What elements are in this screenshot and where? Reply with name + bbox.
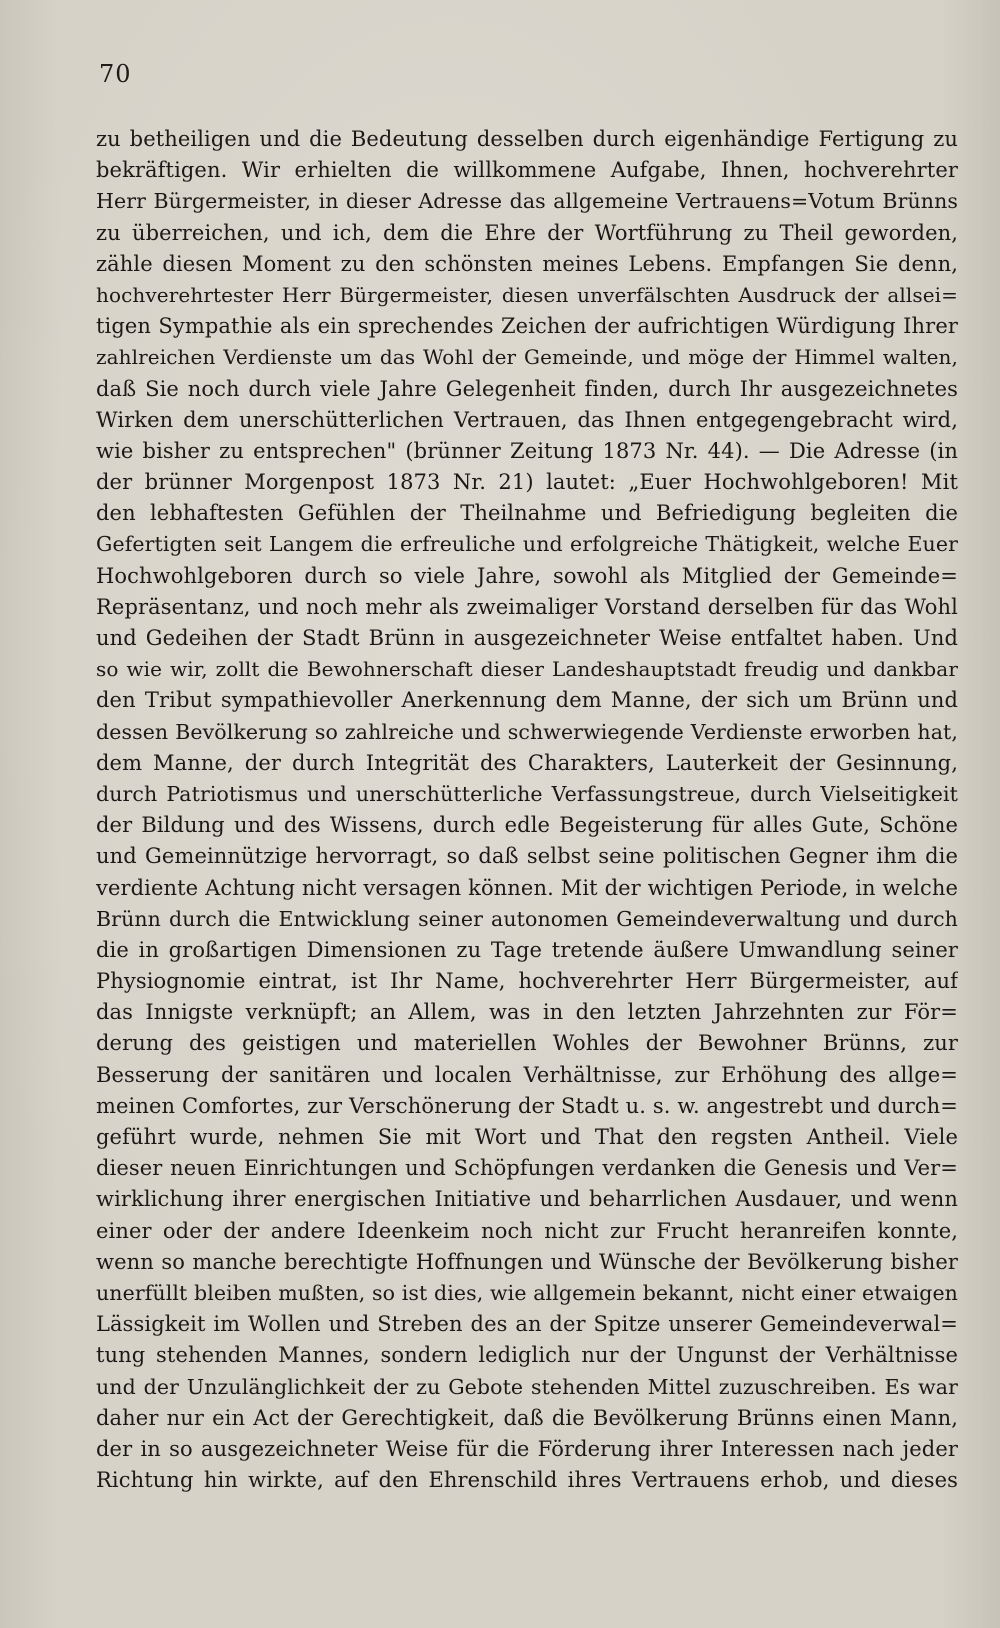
text-line: wie bisher zu entsprechen" (brünner Zeitung 1873 Nr. 44). — Die Adresse (in	[96, 438, 958, 463]
text-line: daß Sie noch durch viele Jahre Gelegenheit finden, durch Ihr ausgezeichnetes	[96, 376, 958, 401]
text-line: Besserung der sanitären und localen Verhältnisse, zur Erhöhung des allge=	[96, 1062, 958, 1087]
text-line: und der Unzulänglichkeit der zu Gebote stehenden Mittel zuzuschreiben. Es war	[96, 1374, 958, 1399]
text-line: und Gedeihen der Stadt Brünn in ausgezeichneter Weise entfaltet haben. Und	[96, 626, 958, 650]
text-line: dessen Bevölkerung so zahlreiche und schwerwiegende Verdienste erworben hat,	[96, 719, 958, 744]
text-line: so wie wir, zollt die Bewohnerschaft dieser Landeshauptstadt freudig und dankbar	[96, 657, 958, 682]
text-line: die in großartigen Dimensionen zu Tage tretende äußere Umwandlung seiner	[96, 937, 958, 962]
text-line: dem Manne, der durch Integrität des Charakters, Lauterkeit der Gesinnung,	[96, 750, 958, 775]
text-line: den lebhaftesten Gefühlen der Theilnahme und Befriedigung begleiten die	[96, 501, 958, 526]
text-line: tigen Sympathie als ein sprechendes Zeichen der aufrichtigen Würdigung Ihrer	[96, 314, 958, 339]
text-line: Hochwohlgeboren durch so viele Jahre, sowohl als Mitglied der Gemeinde=	[96, 563, 958, 588]
text-line: und Gemeinnützige hervorragt, so daß selbst seine politischen Gegner ihm die	[96, 844, 958, 869]
text-line: Richtung hin wirkte, auf den Ehrenschild ihres Vertrauens erhob, und dieses	[96, 1468, 958, 1493]
text-line: einer oder der andere Ideenkeim noch nicht zur Frucht heranreifen konnte,	[96, 1218, 958, 1243]
text-line: unerfüllt bleiben mußten, so ist dies, wie allgemein bekannt, nicht einer etwaigen	[96, 1280, 958, 1305]
text-line: wirklichung ihrer energischen Initiative und beharrlichen Ausdauer, und wenn	[96, 1187, 958, 1212]
text-line: geführt wurde, nehmen Sie mit Wort und That den regsten Antheil. Viele	[96, 1125, 958, 1149]
text-line: dieser neuen Einrichtungen und Schöpfungen verdanken die Genesis und Ver=	[96, 1156, 958, 1181]
text-line: den Tribut sympathievoller Anerkennung dem Manne, der sich um Brünn und	[96, 688, 958, 713]
text-line: Herr Bürgermeister, in dieser Adresse das allgemeine Vertrauens=Votum Brünns	[96, 189, 958, 214]
text-line: zahlreichen Verdienste um das Wohl der Gemeinde, und möge der Himmel walten,	[96, 345, 958, 370]
text-line: der brünner Morgenpost 1873 Nr. 21) lautet: „Euer Hochwohlgeboren! Mit	[96, 470, 958, 495]
text-line: Brünn durch die Entwicklung seiner autonomen Gemeindeverwaltung und durch	[96, 906, 958, 931]
text-line: Lässigkeit im Wollen und Streben des an der Spitze unserer Gemeindeverwal=	[96, 1312, 958, 1337]
text-line: durch Patriotismus und unerschütterliche Verfassungstreue, durch Vielseitigkeit	[96, 781, 958, 806]
text-line: Repräsentanz, und noch mehr als zweimaliger Vorstand derselben für das Wohl	[96, 594, 958, 619]
text-line: zähle diesen Moment zu den schönsten meines Lebens. Empfangen Sie denn,	[96, 251, 958, 276]
page-number: 70	[99, 60, 132, 88]
text-line: Gefertigten seit Langem die erfreuliche und erfolgreiche Thätigkeit, welche Euer	[96, 532, 958, 557]
text-line: verdiente Achtung nicht versagen können. Mit der wichtigen Periode, in welche	[96, 875, 958, 900]
text-line: derung des geistigen und materiellen Wohles der Bewohner Brünns, zur	[96, 1031, 958, 1056]
text-line: meinen Comfortes, zur Verschönerung der Stadt u. s. w. angestrebt und durch=	[96, 1093, 958, 1118]
text-line: daher nur ein Act der Gerechtigkeit, daß die Bevölkerung Brünns einen Mann,	[96, 1405, 958, 1430]
text-line: zu überreichen, und ich, dem die Ehre der Wortführung zu Theil geworden,	[96, 220, 958, 245]
text-line: bekräftigen. Wir erhielten die willkommene Aufgabe, Ihnen, hochverehrter	[96, 158, 958, 183]
text-line: hochverehrtester Herr Bürgermeister, diesen unverfälschten Ausdruck der allsei=	[96, 282, 958, 307]
body-text	[96, 124, 958, 1524]
text-line: zu betheiligen und die Bedeutung desselben durch eigenhändige Fertigung zu	[96, 127, 958, 151]
text-line: der in so ausgezeichneter Weise für die Förderung ihrer Interessen nach jeder	[96, 1436, 958, 1461]
text-line: tung stehenden Mannes, sondern lediglich nur der Ungunst der Verhältnisse	[96, 1343, 958, 1368]
text-line: der Bildung und des Wissens, durch edle Begeisterung für alles Gute, Schöne	[96, 813, 958, 838]
text-line: wenn so manche berechtigte Hoffnungen und Wünsche der Bevölkerung bisher	[96, 1249, 958, 1274]
text-line: Wirken dem unerschütterlichen Vertrauen, das Ihnen entgegengebracht wird,	[96, 407, 958, 432]
text-line: Physiognomie eintrat, ist Ihr Name, hochverehrter Herr Bürgermeister, auf	[96, 969, 958, 994]
text-line: das Innigste verknüpft; an Allem, was in den letzten Jahrzehnten zur För=	[96, 1000, 958, 1025]
